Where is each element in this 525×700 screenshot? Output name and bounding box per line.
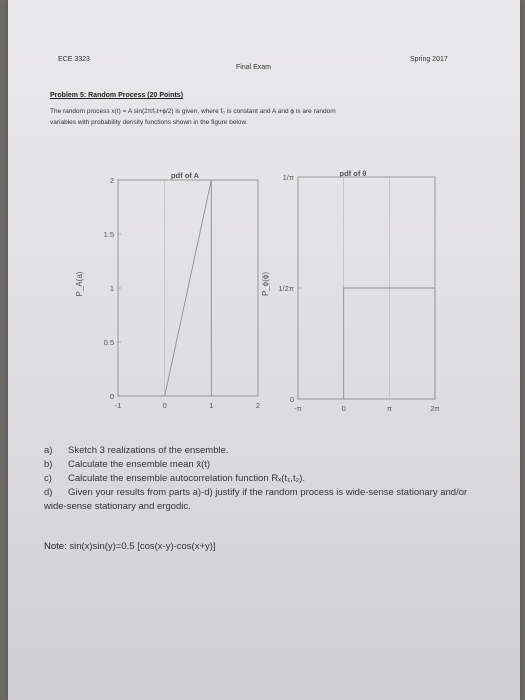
question-letter: d) bbox=[44, 487, 53, 498]
intro-line-2: variables with probability density functions shown in the figure below. bbox=[50, 119, 248, 126]
question-letter: c) bbox=[44, 473, 52, 484]
chart-theta-title: pdf of θ bbox=[339, 169, 367, 178]
question-d bbox=[44, 486, 514, 500]
question-list bbox=[44, 444, 514, 514]
chart-a-title: pdf of A bbox=[170, 171, 200, 180]
y-tick-label: 0 bbox=[109, 392, 114, 401]
pdf-point bbox=[343, 398, 344, 399]
note-label: Note: bbox=[44, 541, 67, 552]
pdf-figure bbox=[68, 164, 438, 424]
question-a bbox=[44, 444, 514, 458]
chart-pdf-a bbox=[75, 171, 260, 410]
x-tick-label: -π bbox=[294, 404, 302, 413]
y-tick-label: 0 bbox=[289, 395, 294, 404]
y-tick-label: 0.5 bbox=[103, 338, 114, 347]
intro-line-1: The random process x(t) = A sin(2πf₀t+ϕ/2) is given, where f₀ is constant and A and ϕ is are random bbox=[50, 108, 336, 115]
x-tick-label: 2 bbox=[255, 401, 261, 410]
pdf-point bbox=[434, 398, 435, 399]
question-letter: a) bbox=[44, 445, 53, 456]
question-b bbox=[44, 458, 514, 472]
exam-term: Spring 2017 bbox=[410, 56, 448, 63]
pdf-point bbox=[434, 287, 435, 288]
note-line bbox=[44, 541, 216, 552]
question-letter: b) bbox=[44, 459, 53, 470]
pdf-point bbox=[211, 395, 212, 396]
y-tick-label: 2 bbox=[109, 176, 114, 185]
y-tick-label: 1/π bbox=[282, 173, 294, 182]
question-c bbox=[44, 472, 514, 486]
y-tick-label: 1/2π bbox=[278, 284, 294, 293]
chart-pdf-theta bbox=[261, 169, 440, 413]
question-text: Given your results from parts a)-d) justify if the random process is wide-sense stationary and/or bbox=[68, 487, 468, 498]
chart-a-ylabel: P_A(a) bbox=[75, 271, 84, 297]
problem-title: Problem 5: Random Process (20 Points) bbox=[50, 92, 184, 99]
question-d-continued: wide-sense stationary and ergodic. bbox=[44, 501, 191, 512]
exam-name: Final Exam bbox=[236, 64, 272, 71]
chart-theta-ylabel: P_ϕ(ϕ) bbox=[261, 271, 270, 297]
pdf-point bbox=[343, 287, 344, 288]
y-tick-label: 1 bbox=[109, 284, 114, 293]
exam-page bbox=[8, 0, 520, 700]
y-tick-label: 1.5 bbox=[103, 230, 114, 239]
pdf-point bbox=[211, 179, 212, 180]
x-tick-label: π bbox=[386, 404, 392, 413]
pdf-point bbox=[164, 395, 165, 396]
question-text: Calculate the ensemble mean x̄(t) bbox=[68, 459, 211, 470]
course-code: ECE 3323 bbox=[58, 56, 90, 63]
question-text: Calculate the ensemble autocorrelation function Rₓ(t₁,t₂). bbox=[68, 473, 306, 484]
question-text: Sketch 3 realizations of the ensemble. bbox=[68, 445, 229, 456]
note-text: sin(x)sin(y)=0.5 [cos(x-y)-cos(x+y)] bbox=[69, 541, 216, 552]
problem-intro bbox=[50, 106, 480, 128]
x-tick-label: -1 bbox=[114, 401, 122, 410]
pdf-curve bbox=[165, 180, 212, 396]
x-tick-label: 2π bbox=[430, 404, 440, 413]
x-tick-label: 0 bbox=[162, 401, 167, 410]
x-tick-label: 0 bbox=[341, 404, 346, 413]
x-tick-label: 1 bbox=[209, 401, 214, 410]
